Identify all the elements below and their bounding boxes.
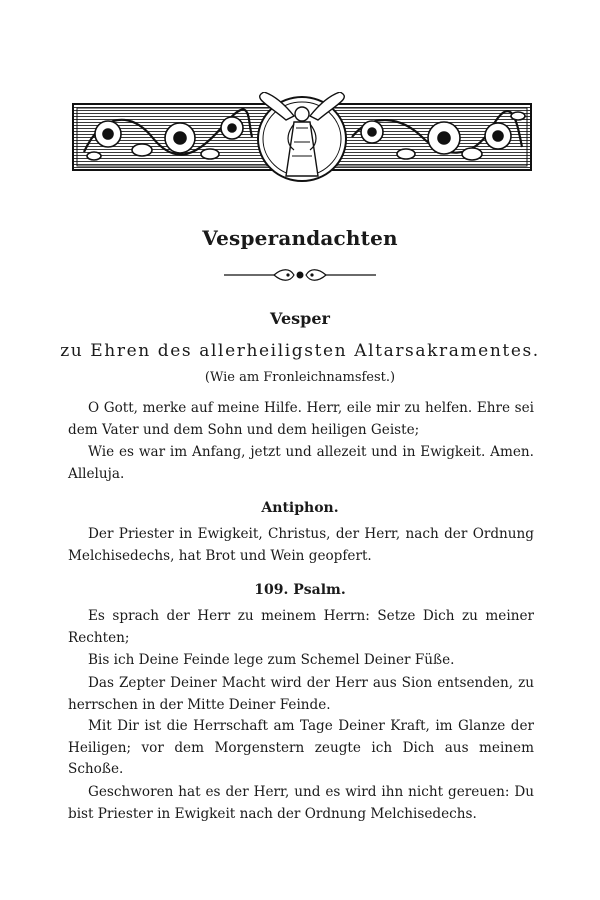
antiphon-text: Der Priester in Ewigkeit, Christus, der Herr, nach der Ordnung Melchisedechs, hat Brot und Wein geopfert. <box>68 526 534 564</box>
page-title: Vesperandachten <box>202 226 398 250</box>
ornamental-divider-icon <box>222 268 378 282</box>
intro-paragraph: O Gott, merke auf meine Hilfe. Herr, eile mir zu helfen. Ehre sei dem Vater und dem Sohn und dem heiligen Geiste; <box>68 400 534 438</box>
dedication-line: zu Ehren des allerheiligsten Altarsakramentes. <box>60 341 540 361</box>
section-title: Vesper <box>270 309 330 328</box>
intro-paragraph: Wie es war im Anfang, jetzt und allezeit und in Ewigkeit. Amen. Alleluja. <box>68 444 534 482</box>
psalm-verse: Geschworen hat es der Herr, und es wird ihn nicht gereuen: Du bist Priester in Ewigkeit nach der Ordnung Melchisedechs. <box>68 784 534 822</box>
antiphon-heading: Antiphon. <box>261 500 339 516</box>
psalm-verse: Mit Dir ist die Herrschaft am Tage Deiner Kraft, im Glanze der Heiligen; vor dem Morgenstern zeugte ich Dich aus meinem Schoße. <box>68 718 534 777</box>
feast-note: (Wie am Fronleichnamsfest.) <box>204 370 396 385</box>
floral-angel-banner-icon <box>72 92 532 182</box>
psalm-verse: Es sprach der Herr zu meinem Herrn: Setze Dich zu meiner Rechten; <box>68 608 534 646</box>
psalm-verse: Bis ich Deine Feinde lege zum Schemel Deiner Füße. <box>88 652 455 668</box>
psalm-heading: 109. Psalm. <box>254 582 346 598</box>
psalm-verse: Das Zepter Deiner Macht wird der Herr aus Sion entsenden, zu herrschen in der Mitte Deiner Feinde. <box>68 675 534 713</box>
